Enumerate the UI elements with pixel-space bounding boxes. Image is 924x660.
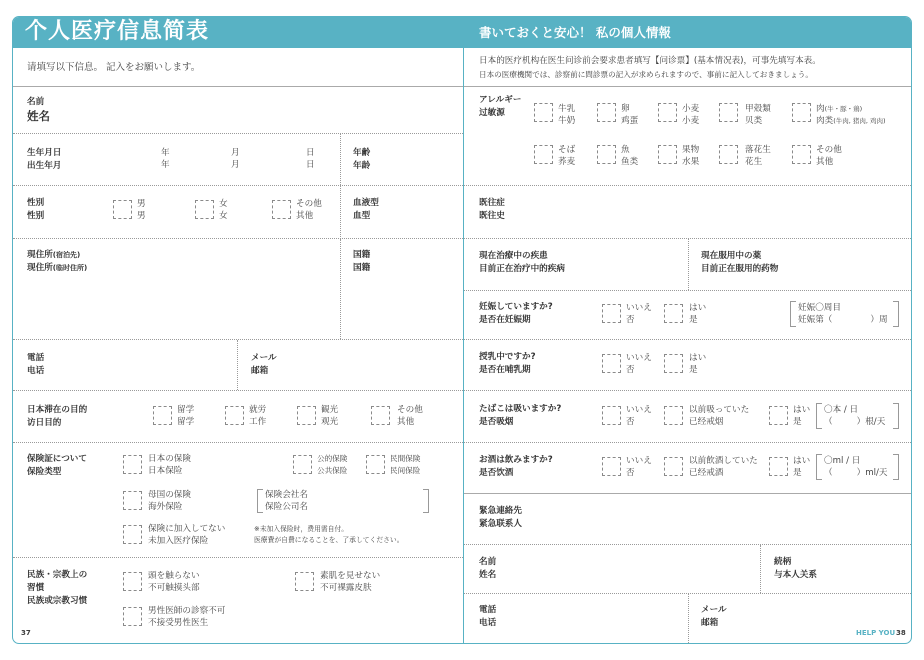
emergency-email-label[interactable] bbox=[701, 604, 727, 630]
purpose-tourism-label: 観光 观光 bbox=[321, 405, 339, 427]
col-divider bbox=[340, 239, 341, 339]
gender-label-cn: 性别 bbox=[27, 211, 45, 221]
allergy-other-label: その他 其他 bbox=[816, 145, 842, 167]
birth-day-unit: 日 日 bbox=[306, 148, 315, 170]
smoking-label-cn: 是否吸烟 bbox=[479, 417, 514, 427]
intro-right bbox=[479, 54, 821, 82]
row-divider bbox=[464, 185, 912, 186]
insurance-private-checkbox[interactable] bbox=[366, 455, 385, 474]
allergy-label-jp: アレルギー bbox=[479, 95, 522, 105]
allergy-milk-label: 牛乳 牛奶 bbox=[558, 104, 576, 126]
email-label[interactable] bbox=[251, 352, 277, 378]
medicine-label-jp: 現在服用中の薬 bbox=[701, 251, 762, 261]
insurance-private-label: 民間保険 民间保险 bbox=[390, 454, 421, 475]
purpose-label bbox=[27, 404, 87, 430]
emergency-label bbox=[479, 505, 522, 531]
name-label-cn: 姓名 bbox=[27, 109, 50, 123]
insurance-none-checkbox[interactable] bbox=[123, 525, 142, 544]
emergency-relation-label-cn: 与本人关系 bbox=[774, 570, 817, 580]
row-divider bbox=[464, 339, 912, 340]
smoking-label-jp: たばこは吸いますか? bbox=[479, 404, 562, 414]
drinking-amount-field[interactable]: 〇ml / 日 （ ）ml/天 bbox=[824, 456, 888, 478]
insurance-public-checkbox[interactable] bbox=[293, 455, 312, 474]
row-divider bbox=[464, 544, 912, 545]
drinking-bracket-left bbox=[816, 454, 822, 480]
insurance-label-cn: 保险类型 bbox=[27, 467, 62, 477]
address-note-cn: (临时住所) bbox=[52, 264, 88, 272]
email-label-jp: メール bbox=[251, 353, 277, 363]
gender-other-checkbox[interactable] bbox=[272, 200, 291, 219]
address-label-jp: 現住所 bbox=[27, 250, 53, 260]
pregnant-no-checkbox[interactable] bbox=[602, 304, 621, 323]
page-title-left: 个人医疗信息简表 bbox=[25, 19, 210, 44]
name-label[interactable] bbox=[27, 96, 50, 124]
age-label[interactable] bbox=[353, 147, 370, 173]
gender-female-checkbox[interactable] bbox=[195, 200, 214, 219]
drinking-bracket-right bbox=[893, 454, 899, 480]
allergy-fish-label: 魚 鱼类 bbox=[621, 145, 639, 167]
phone-label-cn: 电话 bbox=[27, 366, 45, 376]
row-divider bbox=[13, 339, 463, 340]
email-label-cn: 邮箱 bbox=[251, 366, 269, 376]
birth-label-jp: 生年月日 bbox=[27, 148, 62, 158]
allergy-fruit-label: 果物 水果 bbox=[682, 145, 700, 167]
allergy-wheat-checkbox[interactable] bbox=[658, 103, 677, 122]
page-number-left: 37 bbox=[21, 629, 31, 637]
smoking-no-checkbox[interactable] bbox=[602, 406, 621, 425]
form-frame bbox=[12, 16, 912, 644]
smoking-amount-field[interactable]: 〇本 / 日 （ ）根/天 bbox=[824, 405, 886, 427]
blood-label-cn: 血型 bbox=[353, 211, 371, 221]
row-divider bbox=[13, 86, 463, 87]
nursing-label bbox=[479, 351, 536, 377]
purpose-work-label: 就労 工作 bbox=[249, 405, 267, 427]
emergency-email-label-cn: 邮箱 bbox=[701, 618, 719, 628]
page-title-right: 書いておくと安心！ 私の個人情報 bbox=[479, 25, 671, 40]
pregnant-label-cn: 是否在妊娠期 bbox=[479, 315, 531, 325]
allergy-peanut-label: 落花生 花生 bbox=[745, 145, 771, 167]
nursing-yes-label: はい 是 bbox=[689, 353, 707, 375]
purpose-work-checkbox[interactable] bbox=[225, 406, 244, 425]
insurance-overseas-label: 母国の保険 海外保险 bbox=[148, 490, 191, 512]
nationality-label-jp: 国籍 bbox=[353, 250, 371, 260]
history-label-jp: 既往症 bbox=[479, 198, 505, 208]
age-label-jp: 年齢 bbox=[353, 148, 371, 158]
pregnant-bracket-left bbox=[790, 301, 796, 327]
intro-right-cn: 日本的医疗机构在医生问诊前会要求患者填写【问诊票】(基本情况表)，可事先填写本表。 bbox=[479, 56, 821, 66]
purpose-label-cn: 访日目的 bbox=[27, 418, 62, 428]
row-divider bbox=[464, 493, 912, 494]
birth-year-unit: 年 年 bbox=[161, 148, 170, 170]
allergy-other-checkbox[interactable] bbox=[792, 145, 811, 164]
drinking-yes-label: はい 是 bbox=[793, 456, 811, 478]
allergy-egg-label: 卵 鸡蛋 bbox=[621, 104, 639, 126]
nationality-label[interactable] bbox=[353, 249, 370, 275]
smoking-bracket-left bbox=[816, 403, 822, 429]
emergency-phone-label-cn: 电话 bbox=[479, 618, 497, 628]
history-label[interactable] bbox=[479, 197, 505, 223]
allergy-buckwheat-checkbox[interactable] bbox=[534, 145, 553, 164]
customs-male-doctor-label: 男性医師の診察不可 不接受男性医生 bbox=[148, 606, 226, 628]
emergency-label-jp: 緊急連絡先 bbox=[479, 506, 522, 516]
emergency-name-label-jp: 名前 bbox=[479, 557, 497, 567]
gender-male-label: 男 男 bbox=[137, 199, 146, 221]
address-note-jp: (宿泊先) bbox=[52, 251, 81, 259]
smoking-no-label: いいえ 否 bbox=[626, 405, 652, 427]
drinking-no-label: いいえ 否 bbox=[626, 456, 652, 478]
insurance-none-label: 保険に加入してない 未加入医疗保险 bbox=[148, 524, 226, 546]
allergy-shellfish-checkbox[interactable] bbox=[719, 103, 738, 122]
row-divider bbox=[464, 442, 912, 443]
blood-label[interactable] bbox=[353, 197, 379, 223]
purpose-other-checkbox[interactable] bbox=[371, 406, 390, 425]
insurance-company-bracket-right bbox=[423, 489, 429, 513]
allergy-buckwheat-label: そば 荞麦 bbox=[558, 145, 576, 167]
emergency-name-label[interactable] bbox=[479, 556, 496, 582]
medicine-label[interactable] bbox=[701, 250, 778, 276]
row-divider bbox=[13, 185, 463, 186]
age-label-cn: 年龄 bbox=[353, 161, 371, 171]
page-divider bbox=[463, 48, 464, 644]
col-divider bbox=[237, 340, 238, 390]
customs-head-label: 頭を触らない 不可触摸头部 bbox=[148, 571, 200, 593]
customs-skin-checkbox[interactable] bbox=[295, 572, 314, 591]
nursing-yes-checkbox[interactable] bbox=[664, 354, 683, 373]
intro-right-jp: 日本の医療機関では、診察前に問診票の記入が求められますので、事前に記入しておきましょう。 bbox=[479, 70, 813, 79]
allergy-meat-label: 肉(牛・豚・鶏) 肉类(牛肉, 猪肉, 鸡肉) bbox=[816, 104, 886, 126]
emergency-label-cn: 紧急联系人 bbox=[479, 519, 522, 529]
insurance-company-field[interactable]: 保険会社名 保险公司名 bbox=[265, 490, 308, 512]
nursing-no-checkbox[interactable] bbox=[602, 354, 621, 373]
drinking-label-cn: 是否饮酒 bbox=[479, 468, 514, 478]
drinking-no-checkbox[interactable] bbox=[602, 457, 621, 476]
row-divider bbox=[13, 390, 463, 391]
drinking-yes-checkbox[interactable] bbox=[769, 457, 788, 476]
customs-label-jp2: 習慣 bbox=[27, 583, 45, 593]
col-divider bbox=[340, 134, 341, 239]
name-label-jp: 名前 bbox=[27, 97, 45, 107]
history-label-cn: 既往史 bbox=[479, 211, 505, 221]
nationality-label-cn: 国籍 bbox=[353, 263, 371, 273]
row-divider bbox=[13, 238, 463, 239]
col-divider bbox=[760, 545, 761, 593]
smoking-yes-label: はい 是 bbox=[793, 405, 811, 427]
address-label[interactable] bbox=[27, 249, 87, 275]
insurance-overseas-checkbox[interactable] bbox=[123, 491, 142, 510]
allergy-label-cn: 过敏源 bbox=[479, 108, 505, 118]
allergy-milk-checkbox[interactable] bbox=[534, 103, 553, 122]
allergy-peanut-checkbox[interactable] bbox=[719, 145, 738, 164]
row-divider bbox=[13, 133, 463, 134]
purpose-tourism-checkbox[interactable] bbox=[297, 406, 316, 425]
pregnant-no-label: いいえ 否 bbox=[626, 303, 652, 325]
emergency-relation-label[interactable] bbox=[774, 556, 817, 582]
customs-label-cn: 民族或宗教习惯 bbox=[27, 596, 88, 606]
birth-label-cn: 出生年月 bbox=[27, 161, 62, 171]
disease-label-cn: 目前正在治疗中的疾病 bbox=[479, 264, 565, 274]
emergency-phone-label[interactable] bbox=[479, 604, 496, 630]
page-number-right: 38 bbox=[896, 629, 906, 637]
allergy-label bbox=[479, 94, 521, 120]
allergy-egg-checkbox[interactable] bbox=[597, 103, 616, 122]
insurance-label-jp: 保険証について bbox=[27, 454, 87, 464]
customs-male-doctor-checkbox[interactable] bbox=[123, 607, 142, 626]
insurance-none-note: ※未加入保险时，费用需自付。 医療費が自費になることを、了承してください。 bbox=[254, 525, 404, 544]
birth-month-unit: 月 月 bbox=[231, 148, 240, 170]
medicine-label-cn: 目前正在服用的药物 bbox=[701, 264, 779, 274]
customs-label bbox=[27, 569, 87, 608]
row-divider bbox=[464, 290, 912, 291]
disease-label-jp: 現在治療中の疾患 bbox=[479, 251, 548, 261]
smoking-past-label: 以前吸っていた 已经戒烟 bbox=[689, 405, 750, 427]
drinking-past-checkbox[interactable] bbox=[664, 457, 683, 476]
insurance-public-label: 公的保険 公共保险 bbox=[317, 454, 348, 475]
insurance-japan-checkbox[interactable] bbox=[123, 455, 142, 474]
row-divider bbox=[13, 557, 463, 558]
allergy-fish-checkbox[interactable] bbox=[597, 145, 616, 164]
intro-left: 请填写以下信息。 記入をお願いします。 bbox=[27, 62, 201, 73]
emergency-name-label-cn: 姓名 bbox=[479, 570, 497, 580]
allergy-shellfish-label: 甲殻類 贝类 bbox=[745, 104, 771, 126]
row-divider bbox=[464, 390, 912, 391]
purpose-study-checkbox[interactable] bbox=[153, 406, 172, 425]
drinking-past-label: 以前飲酒していた 已经戒酒 bbox=[689, 456, 758, 478]
nursing-label-jp: 授乳中ですか? bbox=[479, 352, 536, 362]
gender-male-checkbox[interactable] bbox=[113, 200, 132, 219]
allergy-meat-checkbox[interactable] bbox=[792, 103, 811, 122]
gender-label-jp: 性別 bbox=[27, 198, 45, 208]
phone-label[interactable] bbox=[27, 352, 44, 378]
header-bar bbox=[13, 17, 911, 48]
col-divider bbox=[688, 594, 689, 644]
insurance-company-bracket-left bbox=[257, 489, 263, 513]
emergency-relation-label-jp: 続柄 bbox=[774, 557, 792, 567]
emergency-phone-label-jp: 電話 bbox=[479, 605, 497, 615]
purpose-label-jp: 日本滞在の目的 bbox=[27, 405, 88, 415]
row-divider bbox=[13, 442, 463, 443]
smoking-bracket-right bbox=[893, 403, 899, 429]
gender-female-label: 女 女 bbox=[219, 199, 228, 221]
customs-skin-label: 素肌を見せない 不可裸露皮肤 bbox=[320, 571, 381, 593]
customs-label-jp1: 民族・宗教上の bbox=[27, 570, 88, 580]
insurance-japan-label: 日本の保険 日本保险 bbox=[148, 454, 191, 476]
birth-label[interactable] bbox=[27, 147, 61, 173]
blood-label-jp: 血液型 bbox=[353, 198, 379, 208]
disease-label[interactable] bbox=[479, 250, 565, 276]
row-divider bbox=[464, 86, 912, 87]
emergency-email-label-jp: メール bbox=[701, 605, 727, 615]
address-label-cn: 现住所 bbox=[27, 263, 53, 273]
pregnant-bracket-right bbox=[893, 301, 899, 327]
drinking-label-jp: お酒は飲みますか? bbox=[479, 455, 553, 465]
customs-head-checkbox[interactable] bbox=[123, 572, 142, 591]
allergy-fruit-checkbox[interactable] bbox=[658, 145, 677, 164]
col-divider bbox=[688, 239, 689, 290]
drinking-label bbox=[479, 454, 553, 480]
purpose-study-label: 留学 留学 bbox=[177, 405, 195, 427]
gender-other-label: その他 其他 bbox=[296, 199, 322, 221]
phone-label-jp: 電話 bbox=[27, 353, 45, 363]
pregnant-yes-label: はい 是 bbox=[689, 303, 707, 325]
smoking-label bbox=[479, 403, 561, 429]
nursing-label-cn: 是否在哺乳期 bbox=[479, 365, 531, 375]
gender-label bbox=[27, 197, 44, 223]
smoking-past-checkbox[interactable] bbox=[664, 406, 683, 425]
insurance-label bbox=[27, 453, 87, 479]
brand-footer: HELP YOU bbox=[856, 629, 896, 637]
pregnant-week-field[interactable]: 妊娠〇周目 妊娠第（ ）周 bbox=[798, 303, 888, 325]
nursing-no-label: いいえ 否 bbox=[626, 353, 652, 375]
pregnant-label bbox=[479, 301, 553, 327]
purpose-other-label: その他 其他 bbox=[397, 405, 423, 427]
allergy-wheat-label: 小麦 小麦 bbox=[682, 104, 700, 126]
pregnant-yes-checkbox[interactable] bbox=[664, 304, 683, 323]
pregnant-label-jp: 妊娠していますか? bbox=[479, 302, 553, 312]
smoking-yes-checkbox[interactable] bbox=[769, 406, 788, 425]
